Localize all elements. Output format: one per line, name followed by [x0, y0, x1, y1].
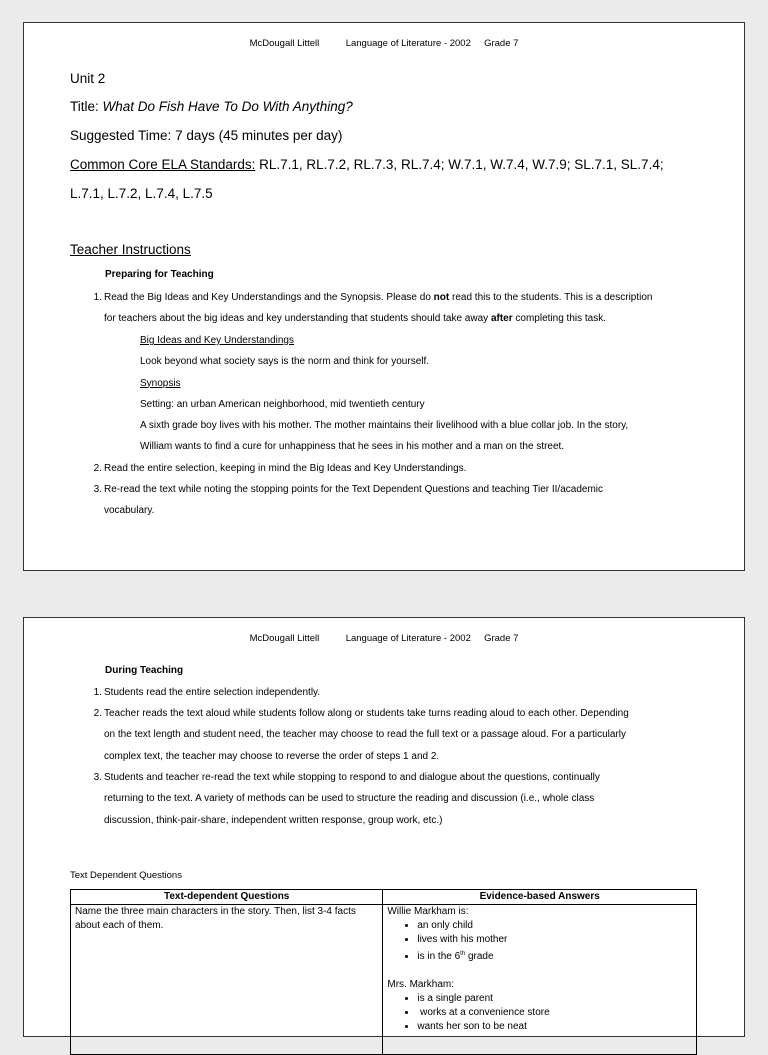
- table-row: [71, 905, 697, 1055]
- tdq-label: Text Dependent Questions: [70, 870, 182, 881]
- question-text: Name the three main characters in the story. Then, list 3-4 facts: [75, 906, 356, 917]
- big-ideas-label: Big Ideas and Key Understandings: [140, 335, 294, 346]
- question-text: about each of them.: [75, 920, 164, 931]
- list-item: • wants her son to be neat: [417, 1020, 692, 1034]
- item-text: Re-read the text while noting the stopping points for the Text Dependent Questions and teaching Tier II/academic: [104, 484, 604, 495]
- item-text: Students and teacher re-read the text while stopping to respond to and dialogue about the questions, continually: [104, 772, 600, 783]
- list-item: • works at a convenience store: [417, 1006, 692, 1020]
- standards-list-1: RL.7.1, RL.7.2, RL.7.3, RL.7.4; W.7.1, W.7.4, W.7.9; SL.7.1, SL.7.4;: [259, 157, 664, 172]
- document-page-2: [23, 617, 745, 1037]
- table-header-row: [71, 890, 697, 905]
- tdq-table: [70, 889, 697, 1055]
- list-number: 2.: [93, 463, 102, 474]
- time-label: Suggested Time:: [70, 128, 172, 143]
- character-label: Mrs. Markham:: [387, 979, 455, 990]
- story-title: What Do Fish Have To Do With Anything?: [102, 99, 353, 114]
- prep-item-3: [93, 479, 604, 522]
- teacher-instructions-heading: Teacher Instructions: [70, 242, 191, 257]
- text-run: Read the Big Ideas and Key Understandings and the Synopsis. Please do: [104, 292, 434, 303]
- item-text: Teacher reads the text aloud while students follow along or students take turns reading aloud to each other. Depending: [104, 708, 629, 719]
- character-label: Willie Markham is:: [387, 906, 469, 917]
- text-run: grade: [465, 951, 494, 962]
- header-grade: Grade 7: [484, 38, 519, 49]
- setting-text: Setting: an urban American neighborhood, mid twentieth century: [140, 398, 425, 410]
- prep-item-1: [93, 287, 653, 330]
- prep-item-2: [93, 458, 467, 479]
- superscript: th: [460, 951, 466, 957]
- header-series: Language of Literature - 2002: [345, 38, 471, 49]
- synopsis-label: Synopsis: [140, 377, 181, 389]
- synopsis-line-2: William wants to find a cure for unhappiness that he sees in his mother and a man on the street.: [140, 441, 565, 453]
- during-item-1: [93, 682, 321, 703]
- big-ideas-block: [140, 330, 628, 458]
- standards-label: Common Core ELA Standards:: [70, 157, 256, 172]
- header-publisher: McDougall Littell: [249, 38, 320, 49]
- header-publisher: McDougall Littell: [249, 633, 320, 644]
- suggested-time-line: [70, 128, 342, 143]
- item-text: Students read the entire selection independently.: [104, 687, 321, 698]
- during-item-2: [93, 703, 629, 767]
- item-text: complex text, the teacher may choose to reverse the order of steps 1 and 2.: [104, 750, 440, 762]
- willie-facts-list: [417, 919, 692, 964]
- item-text: returning to the text. A variety of methods can be used to structure the reading and discussion (i.e., whole class: [104, 793, 595, 805]
- page-header: [24, 38, 744, 49]
- standards-line-1: [70, 157, 664, 172]
- list-item: • an only child: [417, 919, 692, 933]
- text-run: completing this task.: [512, 313, 606, 325]
- answer-cell: [383, 905, 697, 1055]
- big-ideas-text: Look beyond what society says is the norm and think for yourself.: [140, 356, 430, 368]
- page-header: [24, 633, 744, 644]
- text-run: for teachers about the big ideas and key understanding that students should take away: [104, 313, 491, 325]
- col-header-questions: Text-dependent Questions: [71, 890, 383, 905]
- list-item: • is a single parent: [417, 992, 692, 1006]
- list-number: 2.: [93, 708, 102, 719]
- text-run: is in the 6: [417, 951, 461, 962]
- list-number: 1.: [93, 292, 102, 303]
- during-item-3: [93, 767, 600, 831]
- item-text: Read the entire selection, keeping in mind the Big Ideas and Key Understandings.: [104, 463, 467, 474]
- header-series: Language of Literature - 2002: [345, 633, 471, 644]
- time-value: 7 days (45 minutes per day): [175, 128, 343, 143]
- bold-run: after: [490, 313, 513, 325]
- list-item: • lives with his mother: [417, 933, 692, 947]
- title-label: Title:: [70, 99, 99, 114]
- document-page-1: [23, 22, 745, 571]
- standards-line-2: L.7.1, L.7.2, L.7.4, L.7.5: [70, 186, 213, 201]
- unit-label: Unit 2: [70, 71, 106, 86]
- text-run: read this to the students. This is a description: [449, 292, 653, 303]
- during-teaching-heading: During Teaching: [105, 665, 184, 676]
- synopsis-line-1: A sixth grade boy lives with his mother. The mother maintains their livelihood with a blue collar job. In the story,: [140, 420, 629, 432]
- item-text: on the text length and student need, the teacher may choose to read the full text or a passage aloud. For a particularly: [104, 729, 626, 741]
- preparing-heading: Preparing for Teaching: [105, 269, 214, 280]
- title-line: [70, 99, 353, 114]
- list-number: 1.: [93, 687, 102, 698]
- list-item: [417, 947, 692, 964]
- question-cell: [71, 905, 383, 1055]
- bold-run: not: [433, 292, 450, 303]
- list-number: 3.: [93, 484, 102, 495]
- mrs-facts-list: [417, 992, 692, 1034]
- list-number: 3.: [93, 772, 102, 783]
- header-grade: Grade 7: [484, 633, 519, 644]
- item-text: discussion, think-pair-share, independent written response, group work, etc.): [104, 814, 443, 826]
- item-text: vocabulary.: [104, 505, 155, 517]
- col-header-answers: Evidence-based Answers: [383, 890, 697, 905]
